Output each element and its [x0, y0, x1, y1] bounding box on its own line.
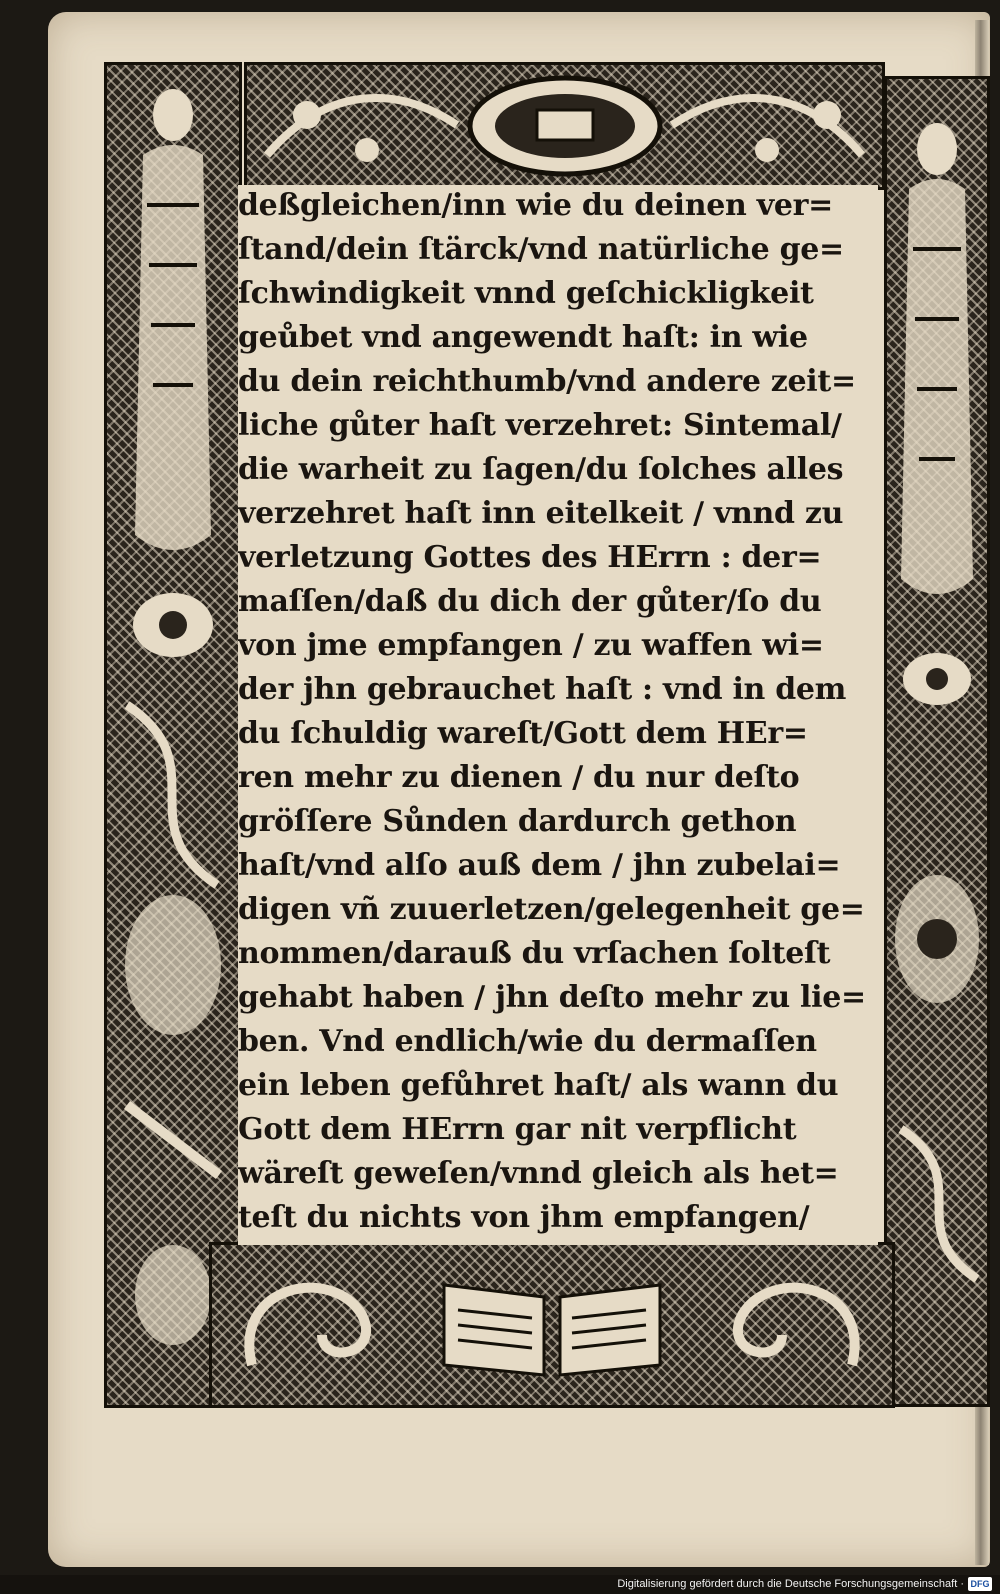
bottom-ornament-band: [209, 1242, 895, 1408]
open-book-icon: [212, 1245, 892, 1405]
text-line: geůbet vnd angewendt haſt: in wie: [238, 320, 808, 355]
text-line: maſſen/daß du dich der gůter/ſo du: [238, 584, 822, 619]
text-line: gröſſere Sůnden dardurch gethon: [238, 804, 797, 839]
standing-figure-icon: [887, 79, 987, 1404]
text-line: gehabt haben / jhn deſto mehr zu lie=: [238, 980, 866, 1015]
text-line: die warheit zu ſagen/du ſolches alles: [238, 452, 844, 487]
text-line: deßgleichen/inn wie du deinen ver=: [238, 188, 833, 223]
right-ornament-column: [884, 76, 990, 1407]
text-line: du dein reichthumb/vnd andere zeit=: [238, 364, 856, 399]
text-line: verletzung Gottes des HErrn : der=: [238, 540, 822, 575]
text-line: du ſchuldig wareſt/Gott dem HEr=: [238, 716, 808, 751]
funding-credit: Digitalisierung gefördert durch die Deutsche Forschungsgemeinschaft ·: [617, 1578, 964, 1590]
text-line: digen vñ zuuerletzen/gelegenheit ge=: [238, 892, 865, 927]
text-line: der jhn gebrauchet haſt : vnd in dem: [238, 672, 847, 707]
text-line: teſt du nichts von jhm empfangen/: [238, 1200, 810, 1235]
page-text: [238, 185, 878, 1245]
text-line: ſtand/dein ſtärck/vnd natürliche ge=: [238, 232, 844, 267]
top-ornament-band: [244, 62, 885, 190]
text-line: verzehret haſt inn eitelkeit / vnnd zu: [238, 496, 844, 531]
text-line: Gott dem HErrn gar nit verpflicht: [238, 1112, 797, 1147]
text-line: liche gůter haſt verzehret: Sintemal/: [238, 408, 842, 443]
text-line: haſt/vnd alſo auß dem / jhn zubelai=: [238, 848, 841, 883]
text-line: nommen/darauß du vrſachen ſolteſt: [238, 936, 831, 971]
text-line: ben. Vnd endlich/wie du dermaſſen: [238, 1024, 817, 1059]
text-line: ſchwindigkeit vnnd geſchickligkeit: [238, 276, 814, 311]
text-line: wäreſt geweſen/vnnd gleich als het=: [238, 1156, 839, 1191]
standing-figure-icon: [107, 65, 239, 1405]
text-line: ren mehr zu dienen / du nur deſto: [238, 760, 800, 795]
text-line: ein leben gefůhret haſt/ als wann du: [238, 1068, 839, 1103]
left-ornament-column: [104, 62, 242, 1408]
text-line: von jme empfangen / zu waffen wi=: [238, 628, 824, 663]
floral-medallion-icon: [247, 65, 882, 187]
dfg-logo: DFG: [968, 1577, 992, 1591]
